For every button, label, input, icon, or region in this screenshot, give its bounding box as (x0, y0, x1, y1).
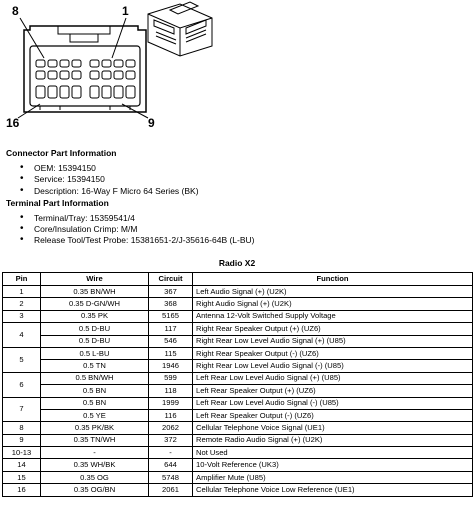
table-row (3, 422, 473, 434)
cell-function: Right Rear Low Level Audio Signal (+) (U85) (193, 335, 473, 347)
pinout-table (2, 272, 473, 497)
cell-circuit: 5165 (149, 310, 193, 322)
connector-info-heading: Connector Part Information (6, 148, 117, 158)
cell-pin: 14 (3, 459, 41, 471)
list-item: • Service: 15394150 (34, 174, 466, 185)
header-pin: Pin (3, 273, 41, 286)
cell-circuit: 546 (149, 335, 193, 347)
cell-circuit: 116 (149, 409, 193, 421)
table-row (3, 471, 473, 483)
cell-circuit: 1946 (149, 360, 193, 372)
cell-wire: 0.5 BN (41, 397, 149, 409)
cell-function: Left Audio Signal (+) (U2K) (193, 286, 473, 298)
cell-pin: 16 (3, 484, 41, 496)
cell-wire: 0.5 D-BU (41, 335, 149, 347)
list-item: • OEM: 15394150 (34, 163, 466, 174)
cell-circuit: 368 (149, 298, 193, 310)
cell-wire: 0.5 TN (41, 360, 149, 372)
cell-wire: 0.35 D-GN/WH (41, 298, 149, 310)
table-row (3, 397, 473, 409)
table-row (3, 335, 473, 347)
cell-function: Right Rear Speaker Output (+) (UZ6) (193, 323, 473, 335)
cell-function: Remote Radio Audio Signal (+) (U2K) (193, 434, 473, 446)
cell-wire: 0.35 WH/BK (41, 459, 149, 471)
table-row (3, 447, 473, 459)
cell-pin: 4 (3, 323, 41, 348)
connector-diagram (0, 0, 474, 140)
cell-circuit: 372 (149, 434, 193, 446)
pin-label-1: 1 (122, 4, 129, 18)
cell-function: Not Used (193, 447, 473, 459)
cell-pin: 3 (3, 310, 41, 322)
connector-iso-sketch (148, 2, 212, 56)
cell-function: Cellular Telephone Voice Low Reference (UE1) (193, 484, 473, 496)
cell-function: Left Rear Low Level Audio Signal (+) (U85) (193, 372, 473, 384)
table-row (3, 298, 473, 310)
cell-wire: 0.35 OG/BN (41, 484, 149, 496)
list-item: • Terminal/Tray: 15359541/4 (34, 213, 466, 224)
cell-wire: 0.5 BN/WH (41, 372, 149, 384)
pin-label-9: 9 (148, 116, 155, 130)
cell-wire: 0.35 PK/BK (41, 422, 149, 434)
cell-wire: 0.35 OG (41, 471, 149, 483)
table-title: Radio X2 (218, 258, 256, 268)
cell-circuit: 117 (149, 323, 193, 335)
header-circuit: Circuit (149, 273, 193, 286)
table-row (3, 434, 473, 446)
cell-wire: 0.35 BN/WH (41, 286, 149, 298)
cell-function: Cellular Telephone Voice Signal (UE1) (193, 422, 473, 434)
cell-pin: 9 (3, 434, 41, 446)
cell-function: Left Rear Low Level Audio Signal (-) (U85) (193, 397, 473, 409)
cell-pin: 6 (3, 372, 41, 397)
header-wire: Wire (41, 273, 149, 286)
terminal-info-list (6, 213, 466, 247)
table-row (3, 347, 473, 359)
connector-info-list (6, 163, 466, 197)
cell-circuit: 5748 (149, 471, 193, 483)
cell-circuit: 118 (149, 385, 193, 397)
cell-pin: 2 (3, 298, 41, 310)
cell-pin: 7 (3, 397, 41, 422)
table-row (3, 286, 473, 298)
cell-circuit: 115 (149, 347, 193, 359)
pin-label-16: 16 (6, 116, 20, 130)
cell-function: Right Rear Speaker Output (-) (UZ6) (193, 347, 473, 359)
table-row (3, 323, 473, 335)
table-row (3, 372, 473, 384)
cell-function: Left Rear Speaker Output (+) (UZ6) (193, 385, 473, 397)
connector-face-drawing (0, 0, 474, 140)
cell-wire: 0.5 BN (41, 385, 149, 397)
cell-function: 10-Volt Reference (UK3) (193, 459, 473, 471)
table-body (3, 286, 473, 497)
cell-pin: 5 (3, 347, 41, 372)
cell-circuit: - (149, 447, 193, 459)
cell-wire: 0.5 L-BU (41, 347, 149, 359)
cell-circuit: 367 (149, 286, 193, 298)
table-row (3, 385, 473, 397)
cell-pin: 10-13 (3, 447, 41, 459)
part-information (6, 148, 466, 248)
cell-wire: 0.35 TN/WH (41, 434, 149, 446)
table-row (3, 459, 473, 471)
cell-circuit: 2061 (149, 484, 193, 496)
terminal-info-heading: Terminal Part Information (6, 197, 109, 208)
list-item: • Description: 16-Way F Micro 64 Series (BK) (34, 186, 466, 197)
cell-function: Right Rear Low Level Audio Signal (-) (U85) (193, 360, 473, 372)
list-item: • Release Tool/Test Probe: 15381651-2/J-35616-64B (L-BU) (34, 235, 466, 246)
table-row (3, 310, 473, 322)
cell-pin: 8 (3, 422, 41, 434)
table-row (3, 409, 473, 421)
cell-function: Right Audio Signal (+) (U2K) (193, 298, 473, 310)
table-row (3, 484, 473, 496)
header-function: Function (193, 273, 473, 286)
table-row (3, 360, 473, 372)
cell-function: Amplifier Mute (U85) (193, 471, 473, 483)
cell-function: Antenna 12-Volt Switched Supply Voltage (193, 310, 473, 322)
cell-wire: 0.35 PK (41, 310, 149, 322)
cell-pin: 15 (3, 471, 41, 483)
cell-wire: - (41, 447, 149, 459)
cell-circuit: 599 (149, 372, 193, 384)
list-item: • Core/Insulation Crimp: M/M (34, 224, 466, 235)
cell-function: Left Rear Speaker Output (-) (UZ6) (193, 409, 473, 421)
cell-wire: 0.5 D-BU (41, 323, 149, 335)
cell-wire: 0.5 YE (41, 409, 149, 421)
pin-label-8: 8 (12, 4, 19, 18)
cell-pin: 1 (3, 286, 41, 298)
table-header-row (3, 273, 473, 286)
cell-circuit: 1999 (149, 397, 193, 409)
cell-circuit: 2062 (149, 422, 193, 434)
cell-circuit: 644 (149, 459, 193, 471)
